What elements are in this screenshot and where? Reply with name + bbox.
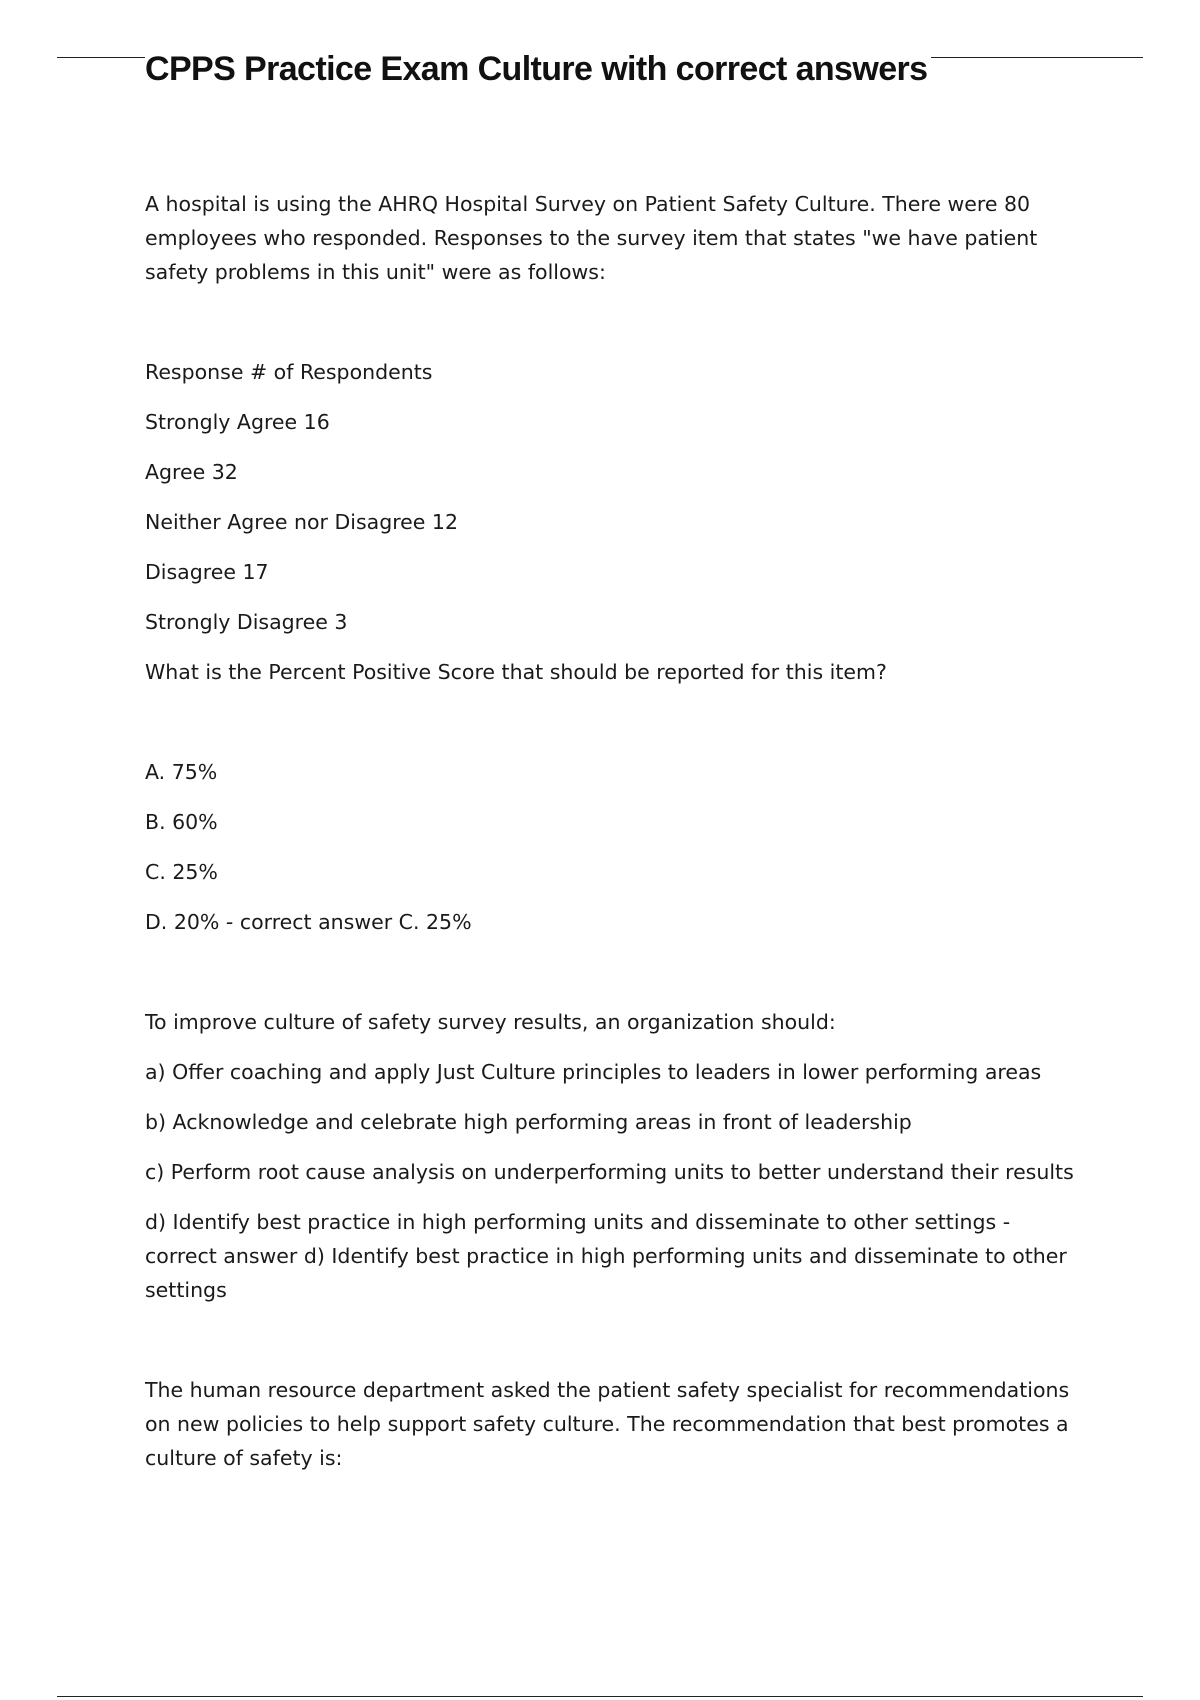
- q3-question: The human resource department asked the patient safety specialist for recommendations on new policies to help support safety culture. The recommendation that best promotes a culture of safety is:: [145, 1378, 1070, 1470]
- q1-table-header: Response # of Respondents: [145, 360, 433, 384]
- q1-option-a: A. 75%: [145, 760, 218, 784]
- q2-option-c: c) Perform root cause analysis on underperforming units to better understand their results: [145, 1160, 1074, 1184]
- q1-option-c: C. 25%: [145, 860, 218, 884]
- q1-intro: A hospital is using the AHRQ Hospital Survey on Patient Safety Culture. There were 80 employees who responded. Responses to the survey item that states "we have patient safety problems in this unit" were as follows:: [145, 192, 1038, 284]
- q2-question: To improve culture of safety survey results, an organization should:: [145, 1010, 836, 1034]
- q2-option-d-answer: d) Identify best practice in high performing units and disseminate to other settings - correct answer d) Identify best practice in high performing units and disseminate to other settings: [145, 1210, 1067, 1302]
- document-title: CPPS Practice Exam Culture with correct answers: [145, 47, 931, 91]
- footer-rule: [57, 1696, 1143, 1697]
- q1-question: What is the Percent Positive Score that should be reported for this item?: [145, 660, 887, 684]
- q1-row-disagree: Disagree 17: [145, 560, 269, 584]
- document-body: [145, 187, 1080, 1475]
- q1-row-neither: Neither Agree nor Disagree 12: [145, 510, 459, 534]
- q2-option-a: a) Offer coaching and apply Just Culture principles to leaders in lower performing areas: [145, 1060, 1042, 1084]
- q1-row-agree: Agree 32: [145, 460, 238, 484]
- q1-row-strongly-agree: Strongly Agree 16: [145, 410, 330, 434]
- q2-option-b: b) Acknowledge and celebrate high performing areas in front of leadership: [145, 1110, 912, 1134]
- q1-option-b: B. 60%: [145, 810, 218, 834]
- q1-option-d-answer: D. 20% - correct answer C. 25%: [145, 910, 472, 934]
- q1-row-strongly-disagree: Strongly Disagree 3: [145, 610, 348, 634]
